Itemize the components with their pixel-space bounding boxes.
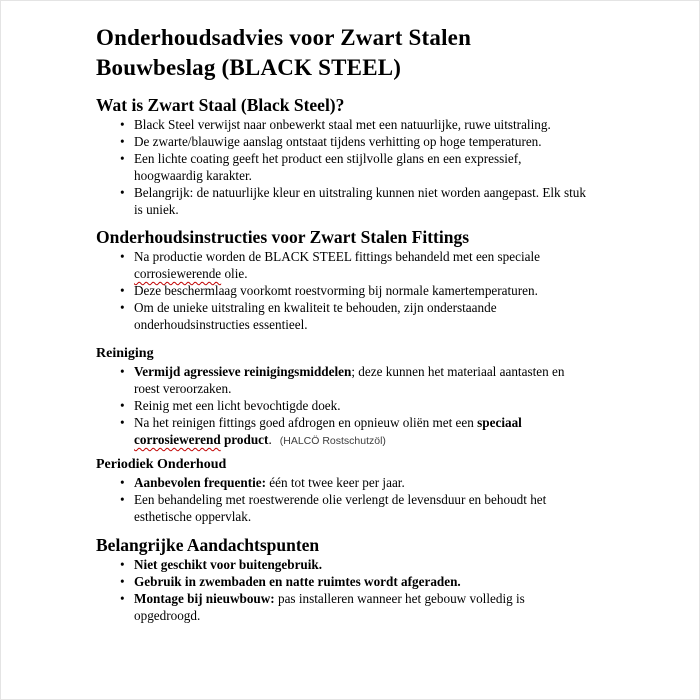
list-item: [96, 474, 615, 491]
list-item: [96, 590, 615, 624]
list-item: [96, 184, 615, 218]
text-run: Een lichte coating geeft het product een stijlvolle glans en een expressief,: [134, 151, 522, 166]
text-run: ; deze kunnen het materiaal aantasten en: [351, 364, 565, 379]
bold-text-run: product: [220, 432, 269, 447]
bullet-list-aandachtspunten: [96, 556, 615, 624]
text-run: Belangrijk: de natuurlijke kleur en uitstraling kunnen niet worden aangepast. Elk stuk: [134, 185, 586, 200]
subsection-heading-reiniging: Reiniging: [96, 346, 154, 361]
list-item: [96, 397, 615, 414]
section-heading-wat-is-zwart-staal: Wat is Zwart Staal (Black Steel)?: [96, 95, 345, 115]
text-run: pas installeren wanneer het gebouw volledig is: [274, 591, 525, 606]
text-run: Een behandeling met roestwerende olie verlengt de levensduur en behoudt het: [134, 492, 547, 507]
text-run: esthetische oppervlak.: [134, 509, 252, 524]
list-item: [96, 116, 615, 133]
text-run: Black Steel verwijst naar onbewerkt staal met een natuurlijke, ruwe uitstraling.: [134, 117, 551, 132]
text-run: hoogwaardig karakter.: [134, 168, 252, 183]
list-item: [96, 299, 615, 333]
bold-text-run: Vermijd agressieve reinigingsmiddelen: [134, 364, 352, 379]
misspelled-word: corrosiewerende: [134, 266, 222, 281]
text-run: één tot twee keer per jaar.: [266, 475, 405, 490]
text-run: Deze beschermlaag voorkomt roestvorming bij normale kamertemperaturen.: [134, 283, 538, 298]
text-run: onderhoudsinstructies essentieel.: [134, 317, 308, 332]
bold-text-run: Montage bij nieuwbouw:: [134, 591, 275, 606]
document-title: [96, 23, 615, 83]
text-run: opgedroogd.: [134, 608, 201, 623]
document-title-line1: Onderhoudsadvies voor Zwart Stalen: [96, 25, 472, 50]
section-heading-onderhoudsinstructies: Onderhoudsinstructies voor Zwart Stalen Fittings: [96, 227, 470, 247]
list-item: [96, 282, 615, 299]
document-title-line2: Bouwbeslag (BLACK STEEL): [96, 55, 402, 80]
text-run: Na het reinigen fittings goed afdrogen en opnieuw oliën met een: [134, 415, 478, 430]
section-heading-aandachtspunten: Belangrijke Aandachtspunten: [96, 535, 320, 555]
misspelled-bold-word: corrosiewerend: [134, 432, 221, 447]
text-run: olie.: [221, 266, 248, 281]
bold-text-run: speciaal: [477, 415, 522, 430]
list-item: [96, 363, 615, 397]
text-run: is uniek.: [134, 202, 179, 217]
bullet-list-zwart-staal: [96, 116, 615, 218]
text-run: roest veroorzaken.: [134, 381, 232, 396]
list-item: [96, 150, 615, 184]
text-run: De zwarte/blauwige aanslag ontstaat tijdens verhitting op hoge temperaturen.: [134, 134, 542, 149]
bold-text-run: Gebruik in zwembaden en natte ruimtes wordt afgeraden.: [134, 574, 461, 589]
list-item: [96, 133, 615, 150]
list-item: [96, 573, 615, 590]
text-run: Reinig met een licht bevochtigde doek.: [134, 398, 341, 413]
bullet-list-onderhoudsinstructies: [96, 248, 615, 333]
text-run: .: [268, 432, 272, 447]
bold-text-run: Niet geschikt voor buitengebruik.: [134, 557, 323, 572]
text-run: Na productie worden de BLACK STEEL fittings behandeld met een speciale: [134, 249, 541, 264]
bullet-list-reiniging: [96, 363, 615, 450]
subsection-heading-periodiek-onderhoud: Periodiek Onderhoud: [96, 457, 227, 472]
list-item: [96, 556, 615, 573]
product-note: (HALCÖ Rostschutzöl): [279, 435, 386, 447]
list-item: [96, 248, 615, 282]
list-item: [96, 414, 615, 450]
list-item: [96, 491, 615, 525]
text-run: Om de unieke uitstraling en kwaliteit te behouden, zijn onderstaande: [134, 300, 497, 315]
bold-text-run: Aanbevolen frequentie:: [134, 475, 266, 490]
bullet-list-periodiek-onderhoud: [96, 474, 615, 525]
